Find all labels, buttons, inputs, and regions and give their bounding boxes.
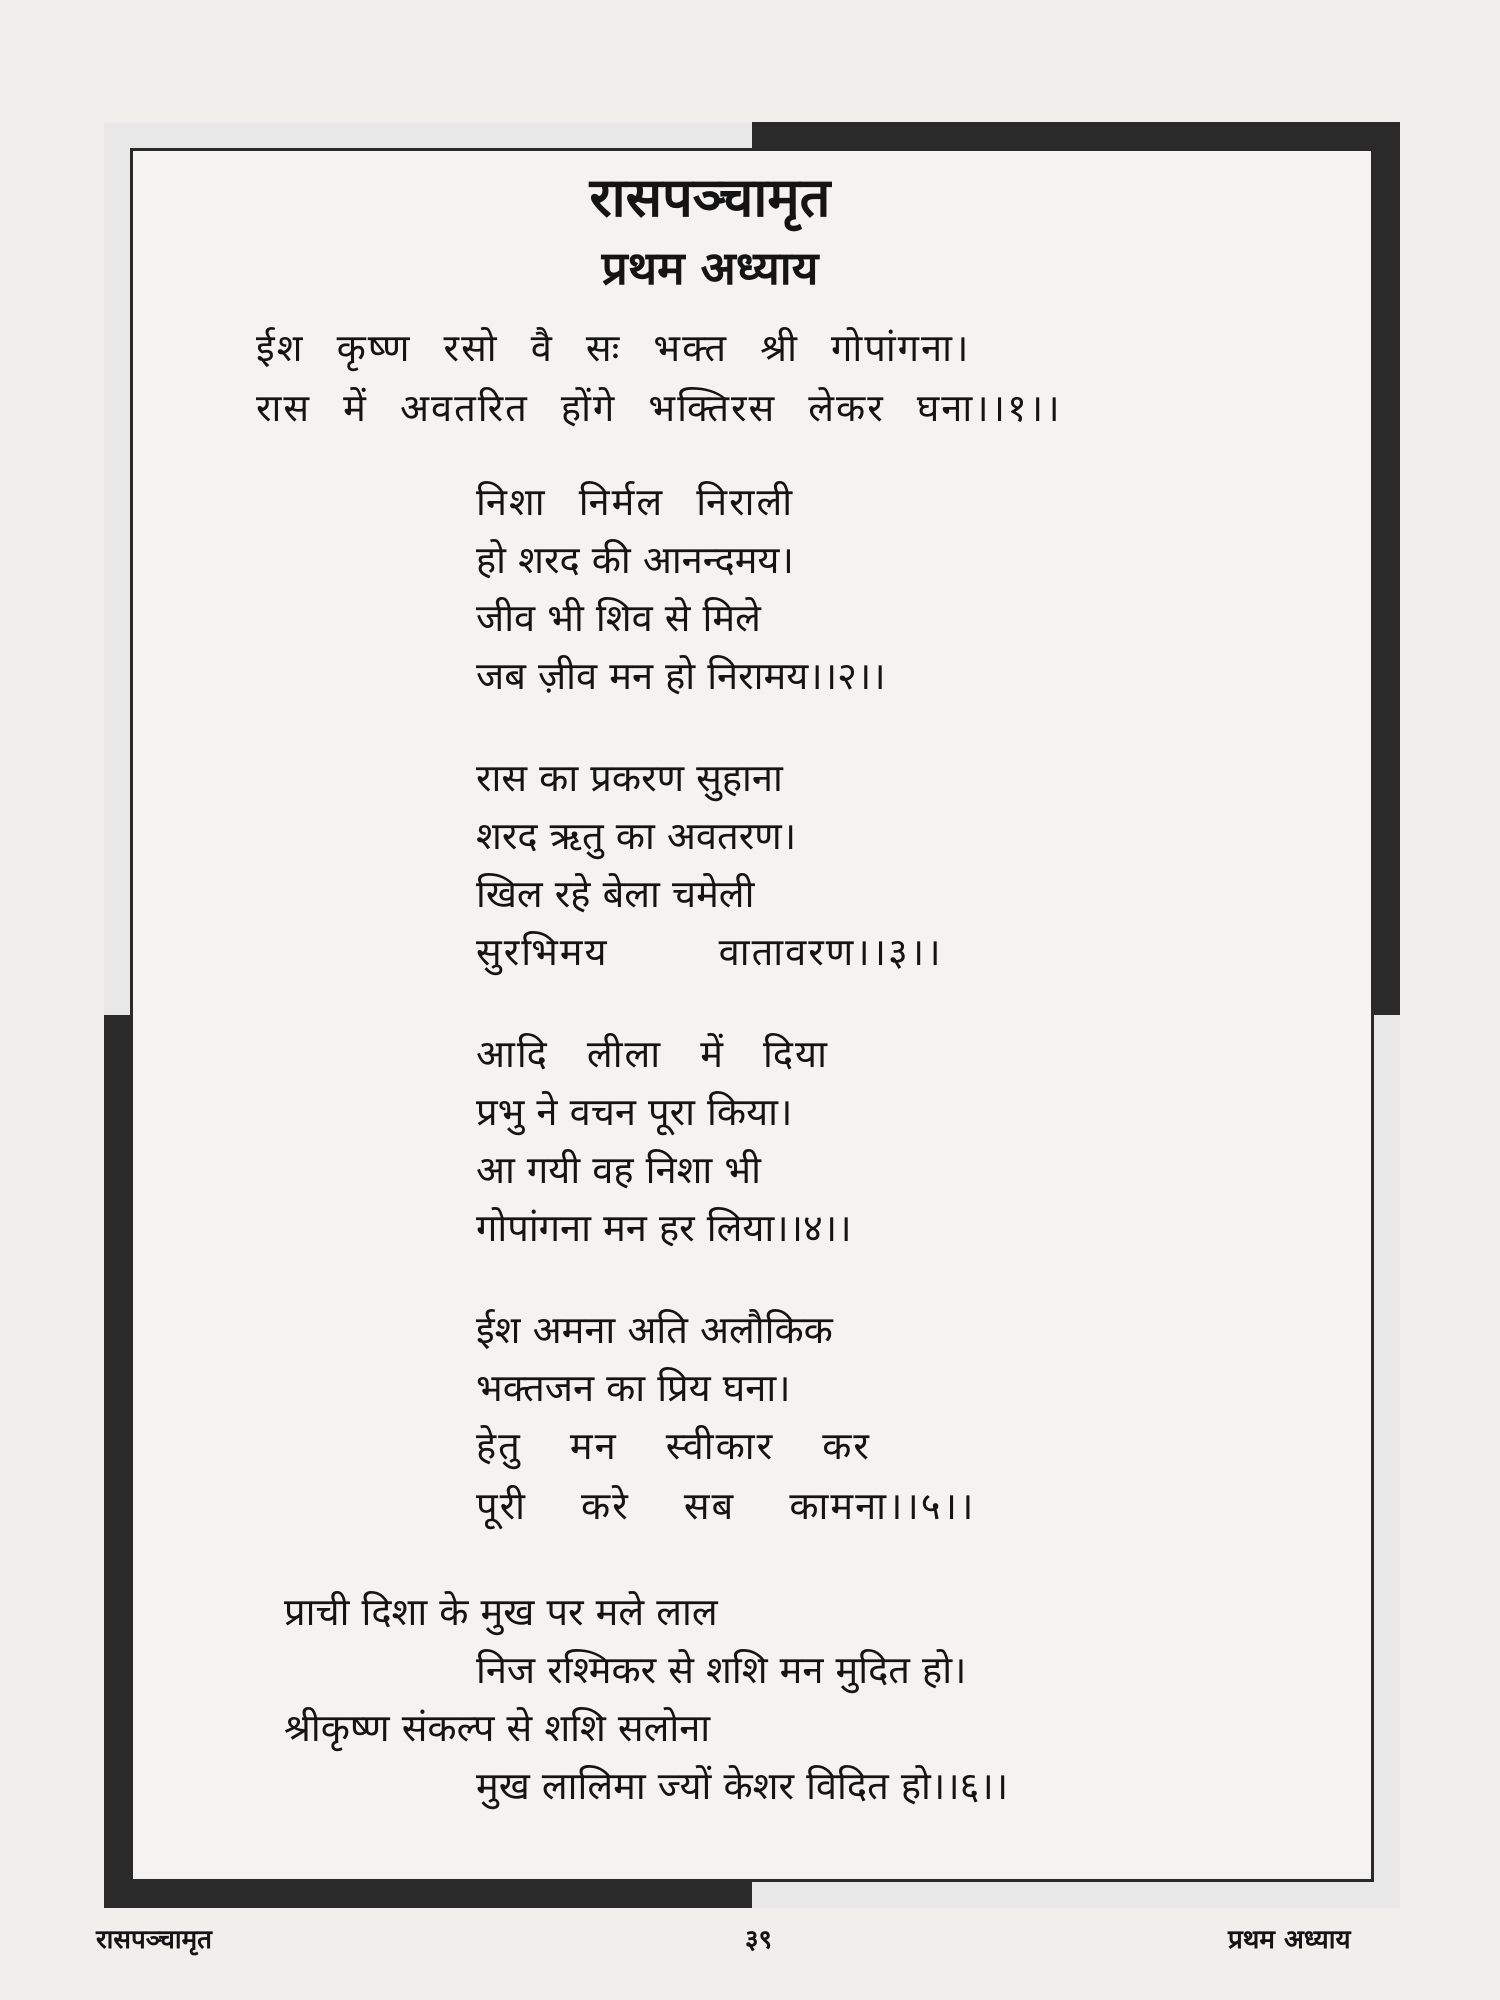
stanza-2-line-2: हो शरद की आनन्दमय।	[476, 538, 794, 582]
closing-line-4: मुख लालिमा ज्यों केशर विदित हो।।६।।	[476, 1764, 1009, 1808]
intro-line-1: ईश कृष्ण रसो वै सः भक्त श्री गोपांगना।	[256, 326, 971, 370]
stanza-3-line-3: खिल रहे बेला चमेली	[476, 872, 755, 916]
stanza-2-line-3: जीव भी शिव से मिले	[476, 596, 761, 640]
stanza-3-line-4: सुरभिमय वातावरण।।३।।	[476, 930, 943, 974]
stanza-5-line-4: पूरी करे सब कामना।।५।।	[476, 1484, 976, 1528]
footer-book-title: रासपञ्चामृत	[96, 1925, 212, 1955]
stanza-5-line-3: हेतु मन स्वीकार कर	[476, 1424, 871, 1468]
stanza-3-line-1: रास का प्रकरण सुहाना	[476, 756, 783, 800]
stanza-2-line-1: निशा निर्मल निराली	[476, 480, 795, 524]
stanza-2-line-4: जब ज़ीव मन हो निरामय।।२।।	[476, 654, 886, 698]
book-title: रासपञ्चामृत	[589, 166, 831, 229]
stanza-4-line-4: गोपांगना मन हर लिया।।४।।	[476, 1206, 852, 1250]
stanza-4-line-2: प्रभु ने वचन पूरा किया।	[476, 1090, 793, 1134]
closing-line-2: निज रश्मिकर से शशि मन मुदित हो।	[476, 1648, 967, 1692]
stanza-5-line-1: ईश अमना अति अलौकिक	[476, 1308, 833, 1352]
stanza-3-line-2: शरद ऋतु का अवतरण।	[476, 814, 797, 858]
chapter-title: प्रथम अध्याय	[601, 241, 819, 295]
footer-page-number: ३९	[745, 1925, 773, 1955]
stanza-4-line-3: आ गयी वह निशा भी	[476, 1148, 761, 1192]
intro-line-2: रास में अवतरित होंगे भक्तिरस लेकर घना।।१।।	[256, 386, 1062, 430]
footer-chapter-title: प्रथम अध्याय	[1228, 1925, 1351, 1955]
stanza-5-line-2: भक्तजन का प्रिय घना।	[476, 1366, 791, 1410]
closing-line-3: श्रीकृष्ण संकल्प से शशि सलोना	[284, 1706, 711, 1750]
stanza-4-line-1: आदि लीला में दिया	[476, 1032, 829, 1076]
closing-line-1: प्राची दिशा के मुख पर मले लाल	[284, 1590, 718, 1634]
